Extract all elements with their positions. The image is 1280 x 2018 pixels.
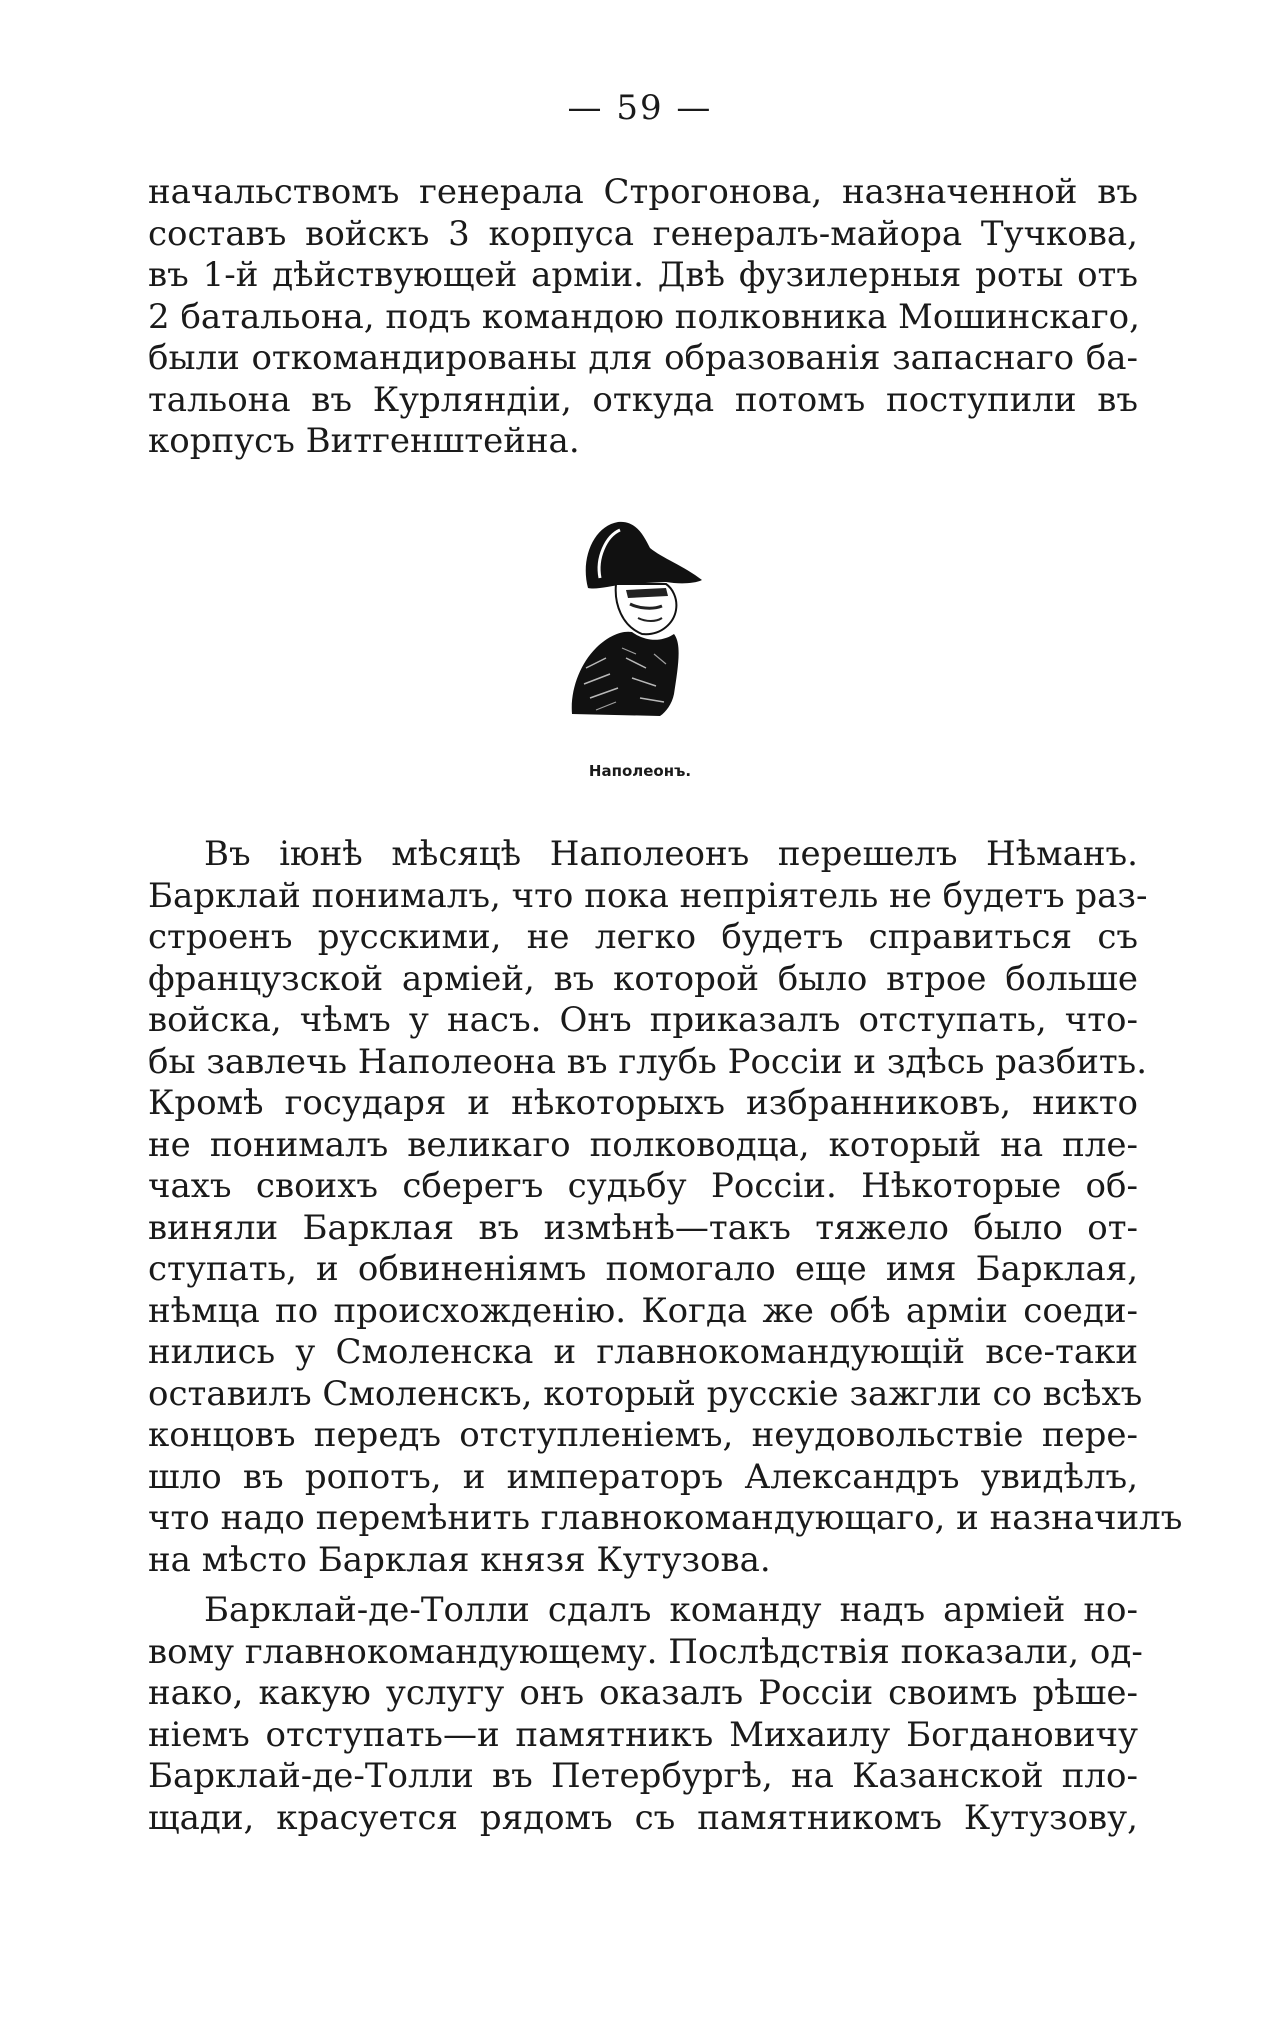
text-line: чахъ своихъ сберегъ судьбу Россіи. Нѣкоторые об- bbox=[148, 1166, 1138, 1206]
text-line: Барклай-де-Толли сдалъ команду надъ арміей но- bbox=[204, 1590, 1138, 1630]
text-line: 2 батальона, подъ командою полковника Мошинскаго, bbox=[148, 296, 1140, 337]
napoleon-portrait-icon bbox=[566, 518, 716, 718]
figure-caption: Наполеонъ. bbox=[588, 762, 692, 780]
text-line: Въ іюнѣ мѣсяцѣ Наполеонъ перешелъ Нѣманъ. bbox=[204, 834, 1138, 874]
text-line: войска, чѣмъ у насъ. Онъ приказалъ отступать, что- bbox=[148, 1000, 1138, 1040]
text-line: нились у Смоленска и главнокомандующій все-таки bbox=[148, 1332, 1138, 1372]
text-line: были откомандированы для образованія запаснаго ба- bbox=[148, 338, 1138, 378]
paragraph-body bbox=[148, 834, 1183, 1581]
page-number: — 59 — bbox=[567, 88, 713, 128]
text-line: нѣмца по происхожденію. Когда же обѣ арміи соеди- bbox=[148, 1290, 1138, 1331]
text-line: оставилъ Смоленскъ, который русскіе зажгли со всѣхъ bbox=[148, 1373, 1143, 1414]
text-line: въ 1-й дѣйствующей арміи. Двѣ фузилерныя роты отъ bbox=[148, 255, 1138, 295]
text-line: ніемъ отступать—и памятникъ Михаилу Богдановичу bbox=[148, 1714, 1138, 1755]
text-line: Барклай понималъ, что пока непріятель не будетъ раз- bbox=[148, 875, 1148, 916]
text-line: ступать, и обвиненіямъ помогало еще имя Барклая, bbox=[148, 1249, 1138, 1289]
paragraph-continuation bbox=[148, 172, 1138, 463]
text-line: строенъ русскими, не легко будетъ справиться съ bbox=[148, 917, 1138, 957]
text-line: виняли Барклая въ измѣнѣ—такъ тяжело было от- bbox=[148, 1207, 1138, 1248]
text-line: вому главнокомандующему. Послѣдствія показали, од- bbox=[148, 1631, 1143, 1672]
text-line: французской арміей, въ которой было втрое больше bbox=[148, 958, 1138, 999]
text-line: шло въ ропотъ, и императоръ Александръ увидѣлъ, bbox=[148, 1456, 1138, 1497]
text-line: что надо перемѣнить главнокомандующаго, и назначилъ bbox=[148, 1498, 1183, 1538]
text-line: нако, какую услугу онъ оказалъ Россіи своимъ рѣше- bbox=[148, 1673, 1138, 1713]
text-line: бы завлечь Наполеона въ глубь Россіи и здѣсь разбить. bbox=[148, 1041, 1147, 1082]
text-line: не понималъ великаго полководца, который на пле- bbox=[148, 1124, 1138, 1165]
text-line: щади, красуется рядомъ съ памятникомъ Кутузову, bbox=[148, 1797, 1138, 1838]
text-line: корпусъ Витгенштейна. bbox=[148, 421, 580, 461]
text-line: на мѣсто Барклая князя Кутузова. bbox=[148, 1539, 771, 1580]
text-line: составъ войскъ 3 корпуса генералъ-майора Тучкова, bbox=[148, 213, 1138, 254]
text-line: тальона въ Курляндіи, откуда потомъ поступили въ bbox=[148, 379, 1138, 420]
text-line: начальствомъ генерала Строгонова, назначенной въ bbox=[148, 172, 1138, 212]
paragraph-body bbox=[148, 1590, 1143, 1839]
text-line: Кромѣ государя и нѣкоторыхъ избранниковъ, никто bbox=[148, 1083, 1138, 1123]
text-line: концовъ передъ отступленіемъ, неудовольствіе пере- bbox=[148, 1415, 1138, 1455]
text-line: Барклай-де-Толли въ Петербургѣ, на Казанской пло- bbox=[148, 1756, 1138, 1796]
